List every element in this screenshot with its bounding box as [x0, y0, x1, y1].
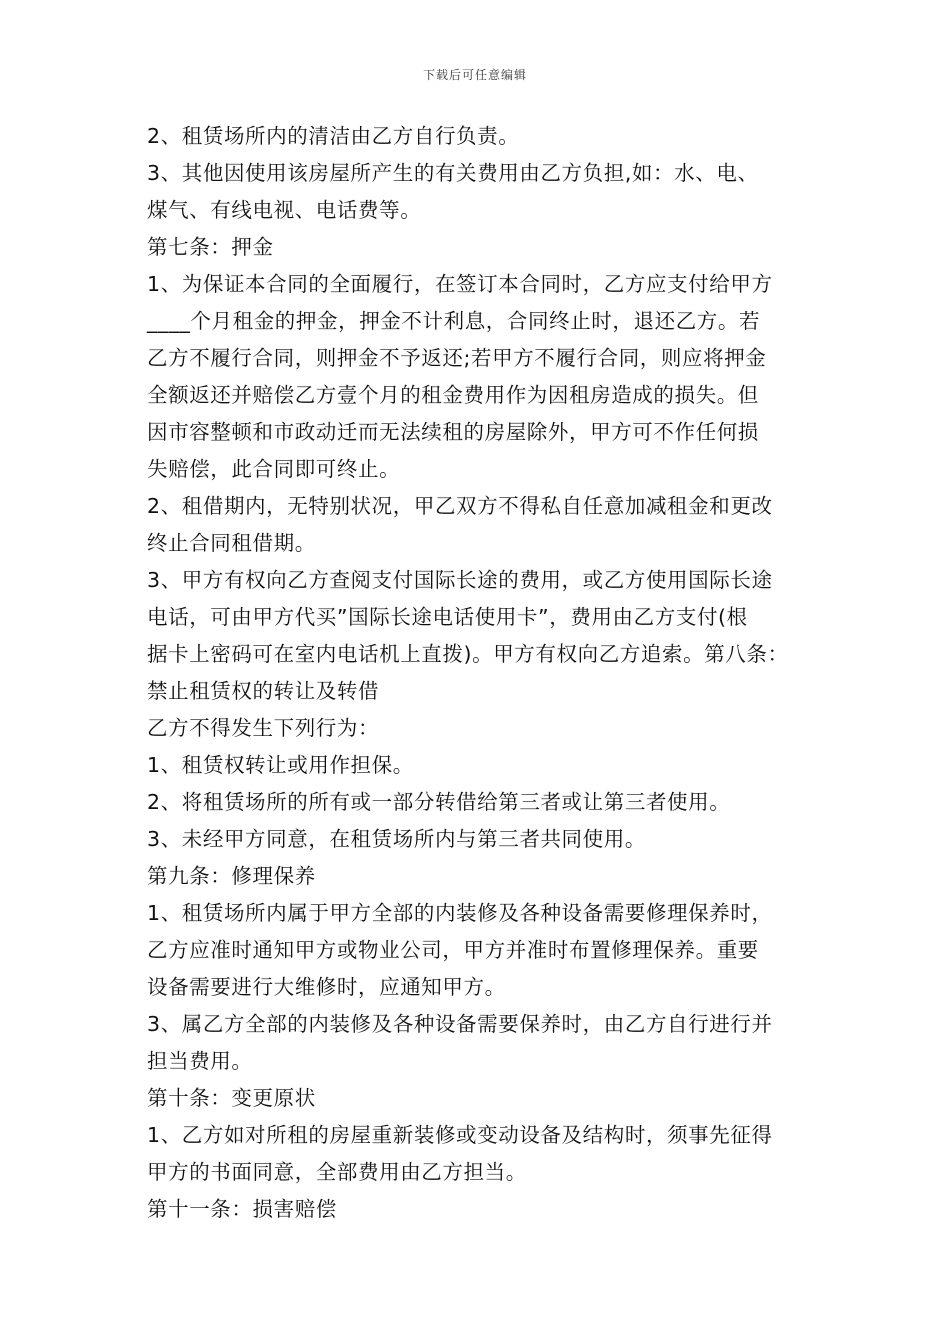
text-line: 终止合同租借期。	[147, 531, 316, 555]
document-body	[147, 118, 817, 1228]
text-line: 煤气、有线电视、电话费等。	[147, 198, 422, 222]
text-line: 3、其他因使用该房屋所产生的有关费用由乙方负担,如：水、电、	[147, 161, 759, 185]
text-line: 2、租借期内，无特别状况，甲乙双方不得私自任意加减租金和更改	[147, 494, 773, 518]
page-header-note: 下载后可任意编辑	[422, 68, 527, 82]
text-line: 电话，可由甲方代买”国际长途电话使用卡”，费用由乙方支付(根	[147, 605, 748, 629]
section-heading: 第十一条：损害赔偿	[147, 1197, 337, 1221]
text-line: 据卡上密码可在室内电话机上直拨)。甲方有权向乙方追索。第八条：	[147, 642, 789, 666]
section-heading: 第九条：修理保养	[147, 864, 316, 888]
text-line: 1、乙方如对所租的房屋重新装修或变动设备及结构时，须事先征得	[147, 1123, 773, 1147]
text-line: 乙方不履行合同，则押金不予返还;若甲方不履行合同，则应将押金	[147, 346, 767, 370]
text-line: 设备需要进行大维修时，应通知甲方。	[147, 975, 506, 999]
text-line: 2、租赁场所内的清洁由乙方自行负责。	[147, 124, 520, 148]
text-line: 3、属乙方全部的内装修及各种设备需要保养时，由乙方自行进行并	[147, 1012, 773, 1036]
text-line: 1、租赁权转让或用作担保。	[147, 753, 414, 777]
text-line: ____个月租金的押金，押金不计利息，合同终止时，退还乙方。若	[147, 309, 761, 333]
text-line: 甲方的书面同意，全部费用由乙方担当。	[147, 1160, 527, 1184]
text-line: 禁止租赁权的转让及转借	[147, 679, 380, 703]
text-line: 担当费用。	[147, 1049, 253, 1073]
text-line: 3、未经甲方同意，在租赁场所内与第三者共同使用。	[147, 827, 646, 851]
text-line: 失赔偿，此合同即可终止。	[147, 457, 401, 481]
text-line: 全额返还并赔偿乙方壹个月的租金费用作为因租房造成的损失。但	[147, 383, 759, 407]
text-line: 2、将租赁场所的所有或一部分转借给第三者或让第三者使用。	[147, 790, 731, 814]
text-line: 乙方应准时通知甲方或物业公司，甲方并准时布置修理保养。重要	[147, 938, 759, 962]
text-line: 乙方不得发生下列行为：	[147, 716, 380, 740]
section-heading: 第七条：押金	[147, 235, 274, 259]
text-line: 1、租赁场所内属于甲方全部的内装修及各种设备需要修理保养时，	[147, 901, 773, 925]
text-line: 因市容整顿和市政动迁而无法续租的房屋除外，甲方可不作任何损	[147, 420, 759, 444]
text-line: 3、甲方有权向乙方查阅支付国际长途的费用，或乙方使用国际长途	[147, 568, 773, 592]
text-line: 1、为保证本合同的全面履行，在签订本合同时，乙方应支付给甲方	[147, 272, 773, 296]
section-heading: 第十条：变更原状	[147, 1086, 316, 1110]
